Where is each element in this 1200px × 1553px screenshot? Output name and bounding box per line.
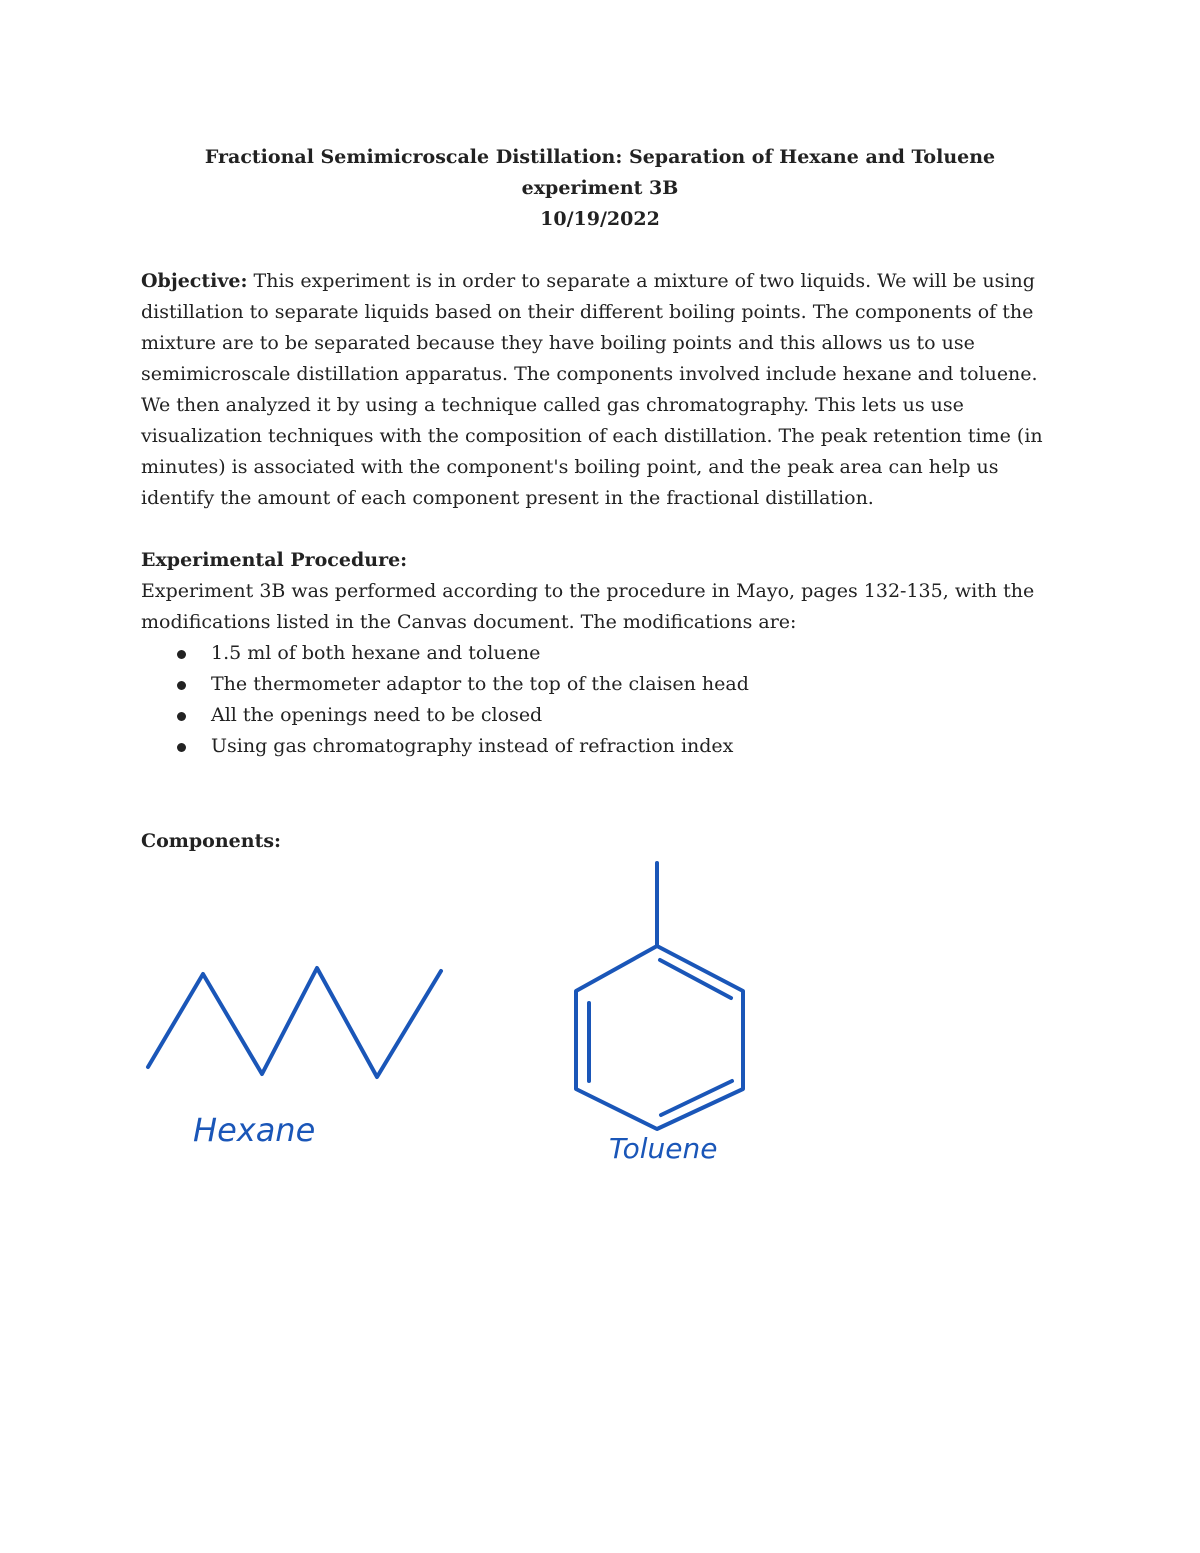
procedure-paragraph: Experiment 3B was performed according to the procedure in Mayo, pages 132-135, with the modifications listed in the Canvas document. The modifications are: bbox=[141, 580, 1035, 633]
list-item: The thermometer adaptor to the top of the claisen head bbox=[141, 669, 1061, 700]
list-item: Using gas chromatography instead of refraction index bbox=[141, 731, 1061, 762]
hexane-structure bbox=[148, 968, 441, 1077]
toluene-label: Toluene bbox=[609, 1132, 718, 1165]
components-heading: Components: bbox=[141, 830, 282, 852]
document-title: Fractional Semimicroscale Distillation: Separation of Hexane and Toluene bbox=[204, 146, 996, 168]
list-item: 1.5 ml of both hexane and toluene bbox=[141, 638, 1061, 669]
objective-text: This experiment is in order to separate a mixture of two liquids. We will be using distillation to separate liquids based on their different boiling points. The components of the mixture are to be separated because they have boiling points and this allows us to use semimicroscale distillation apparatus. The components involved include hexane and toluene. We then analyzed it by using a technique called gas chromatography. This lets us use visualization techniques with the composition of each distillation. The peak retention time (in minutes) is associated with the component's boiling point, and the peak area can help us identify the amount of each component present in the fractional distillation. bbox=[141, 270, 1043, 509]
list-item: All the openings need to be closed bbox=[141, 700, 1061, 731]
toluene-structure bbox=[576, 863, 743, 1129]
hexane-label: Hexane bbox=[193, 1111, 316, 1149]
experiment-number: experiment 3B bbox=[521, 177, 679, 199]
objective-label: Objective: bbox=[141, 270, 248, 292]
document-date: 10/19/2022 bbox=[540, 208, 660, 230]
procedure-heading: Experimental Procedure: bbox=[141, 549, 408, 571]
